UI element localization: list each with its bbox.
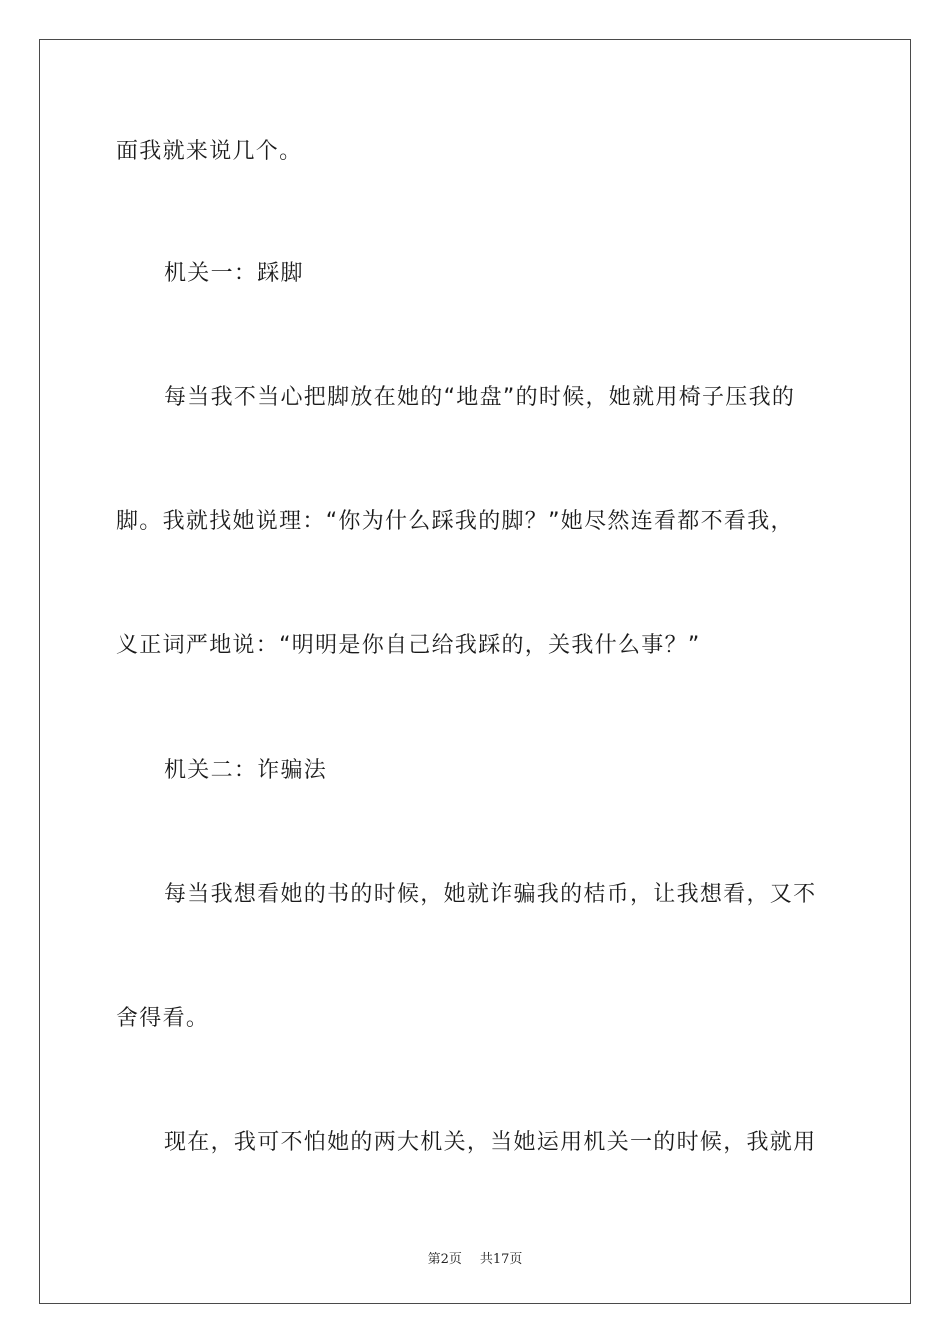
total-pages: 共17页 [479,1252,523,1267]
page-border [39,39,911,1304]
text-line-1: 面我就来说几个。 [116,139,303,164]
page-number: 第2页 [427,1252,462,1267]
text-line-4: 脚。我就找她说理：“你为什么踩我的脚？”她尽然连看都不看我， [116,509,794,534]
text-line-8: 舍得看。 [116,1006,210,1031]
text-line-9: 现在，我可不怕她的两大机关，当她运用机关一的时候，我就用 [164,1130,817,1155]
section-heading-1: 机关一：踩脚 [164,261,304,286]
page-footer [0,1248,950,1267]
text-line-5: 义正词严地说：“明明是你自己给我踩的，关我什么事？” [116,633,701,658]
section-heading-2: 机关二：诈骗法 [164,758,328,783]
text-line-3: 每当我不当心把脚放在她的“地盘”的时候，她就用椅子压我的 [164,385,796,410]
text-line-7: 每当我想看她的书的时候，她就诈骗我的桔币，让我想看，又不 [164,882,817,907]
